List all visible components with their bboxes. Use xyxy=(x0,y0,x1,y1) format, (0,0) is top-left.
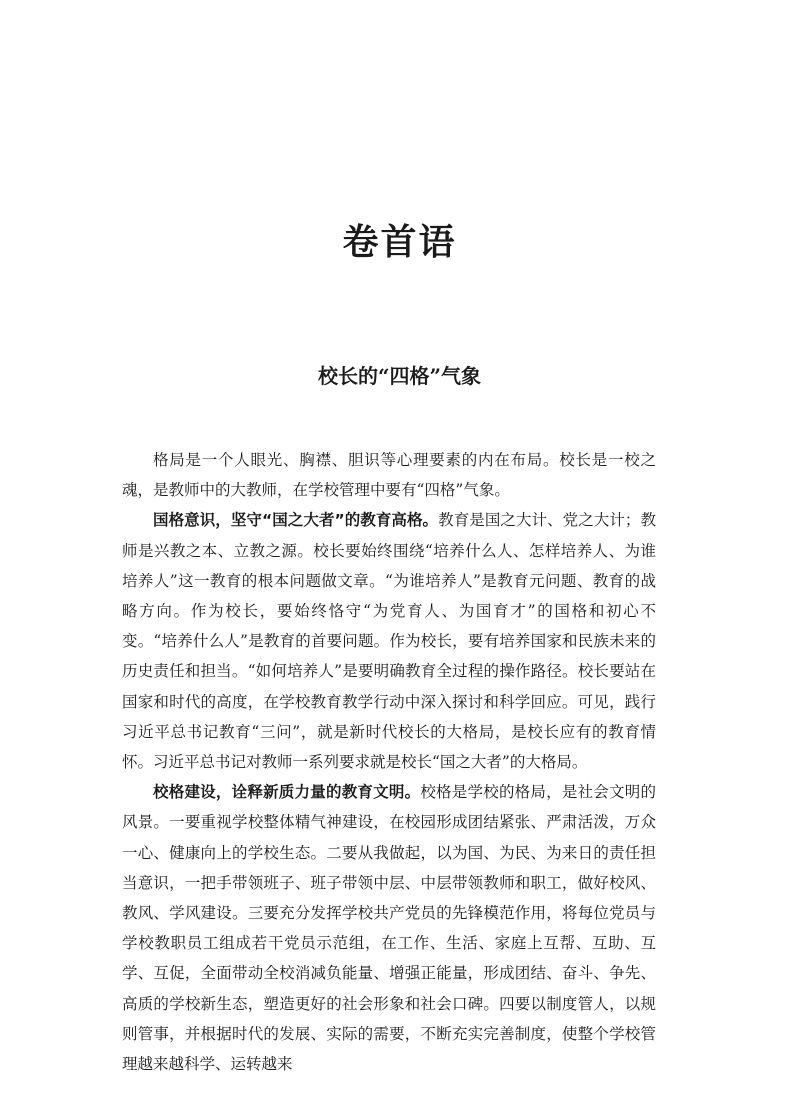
paragraph-lead: 校格建设，诠释新质力量的教育文明。 xyxy=(153,783,421,802)
paragraph-text: 格局是一个人眼光、胸襟、胆识等心理要素的内在布局。校长是一校之魂，是教师中的大教师，在学校管理中要有“四格”气象。 xyxy=(122,451,656,500)
paragraph-national-character xyxy=(122,505,656,777)
paragraph-lead: 国格意识，坚守“国之大者”的教育高格。 xyxy=(153,511,439,530)
paragraph-text: 校格是学校的格局，是社会文明的风景。一要重视学校整体精气神建设，在校园形成团结紧张、严肃活泼，万众一心、健康向上的学校生态。二要从我做起，以为国、为民、为来日的责任担当意识，一把手带领班子、班子带领中层、中层带领教师和职工，做好校风、教风、学风建设。三要充分发挥学校共产党员的先锋模范作用，将每位党员与学校教职员工组成若干党员示范组，在工作、生活、家庭上互帮、互助、互学、互促，全面带动全校消减负能量、增强正能量，形成团结、奋斗、争先、高质的学校新生态，塑造更好的社会形象和社会口碑。四要以制度管人，以规则管事，并根据时代的发展、实际的需要，不断充实完善制度，使整个学校管理越来越科学、运转越来 xyxy=(122,783,656,1074)
volume-title: 卷首语 xyxy=(342,221,457,263)
paragraph-text: 教育是国之大计、党之大计；教师是兴教之本、立教之源。校长要始终围绕“培养什么人、怎样培养人、为谁培养人”这一教育的根本问题做文章。“为谁培养人”是教育元问题、教育的战略方向。作为校长，要始终恪守“为党育人、为国育才”的国格和初心不变。“培养什么人”是教育的首要问题。作为校长，要有培养国家和民族未来的历史责任和担当。“如何培养人”是要明确教育全过程的操作路径。校长要站在国家和时代的高度，在学校教育教学行动中深入探讨和科学回应。可见，践行习近平总书记教育“三问”，就是新时代校长的大格局，是校长应有的教育情怀。习近平总书记对教师一系列要求就是校长“国之大者”的大格局。 xyxy=(122,511,656,772)
article-title: 校长的“四格”气象 xyxy=(317,364,481,388)
article-body xyxy=(122,445,656,1079)
paragraph-school-character xyxy=(122,777,656,1079)
paragraph-intro xyxy=(122,445,656,505)
